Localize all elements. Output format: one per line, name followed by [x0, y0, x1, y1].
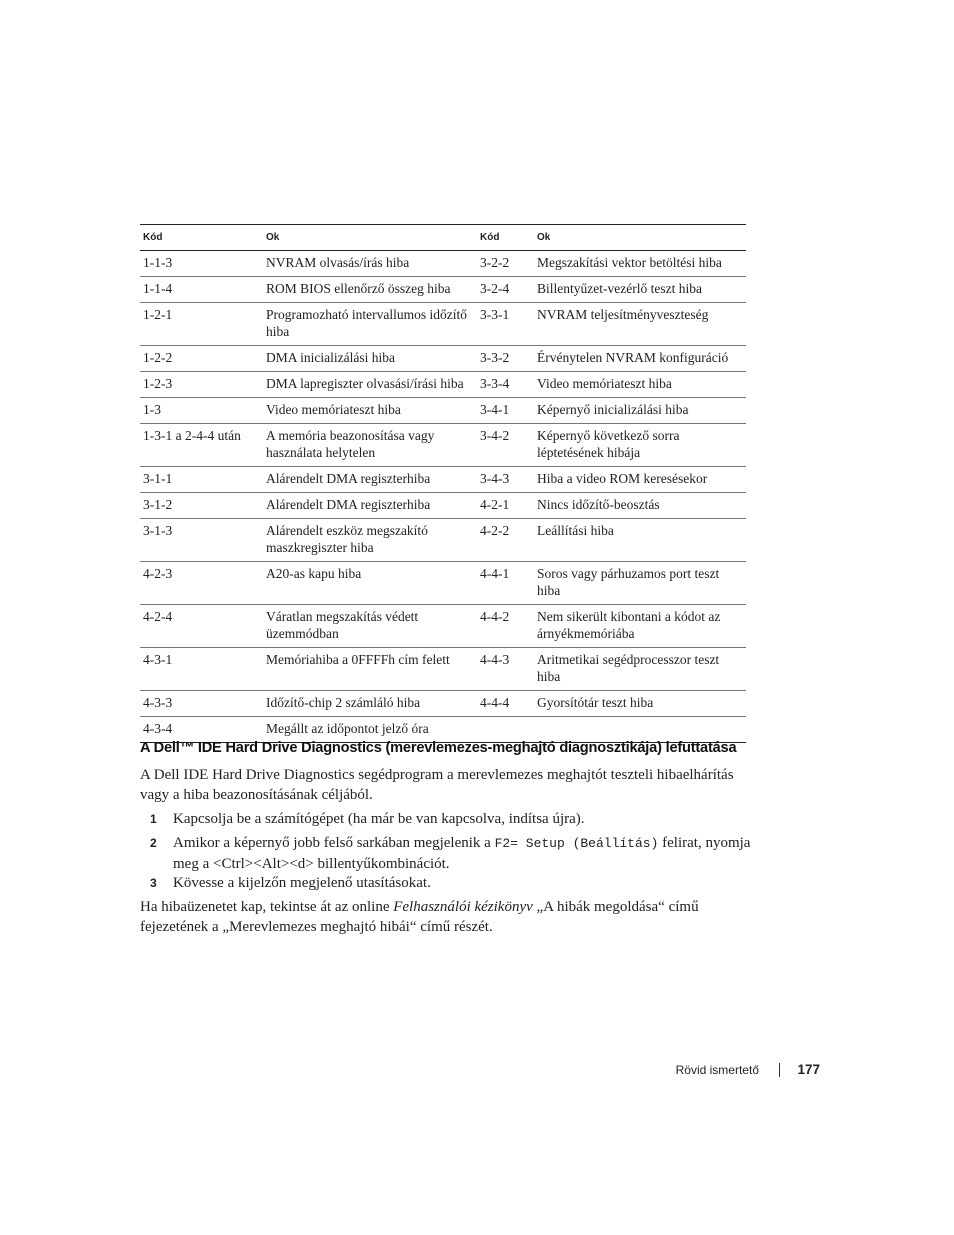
code-cell: 3-4-3 — [477, 467, 534, 493]
page-number: 177 — [797, 1062, 820, 1077]
header-code: Kód — [477, 225, 534, 251]
code-cell: 4-3-3 — [140, 691, 263, 717]
step-text: Kapcsolja be a számítógépet (ha már be van kapcsolva, indítsa újra). — [173, 811, 585, 827]
note-post: „A hibák megoldása“ című fejezetének a „Merevlemezes meghajtó hibái“ című részét. — [140, 899, 699, 935]
code-cell: 4-2-1 — [477, 493, 534, 519]
table-row — [140, 691, 746, 717]
cause-cell — [534, 717, 746, 743]
cause-cell: ROM BIOS ellenőrző összeg hiba — [263, 277, 477, 303]
header-code: Kód — [140, 225, 263, 251]
cause-cell: Alárendelt DMA regiszterhiba — [263, 467, 477, 493]
footer-separator — [779, 1063, 780, 1077]
cause-cell: Video memóriateszt hiba — [534, 372, 746, 398]
code-cell: 3-3-1 — [477, 303, 534, 346]
step-number: 2 — [150, 836, 157, 850]
code-cell: 3-4-2 — [477, 424, 534, 467]
code-cell: 4-2-2 — [477, 519, 534, 562]
cause-cell: Megállt az időpontot jelző óra — [263, 717, 477, 743]
table-row — [140, 277, 746, 303]
header-cause: Ok — [534, 225, 746, 251]
table-row — [140, 251, 746, 277]
cause-cell: NVRAM olvasás/írás hiba — [263, 251, 477, 277]
step-1 — [150, 809, 760, 829]
table-row — [140, 303, 746, 346]
step-text-pre: Amikor a képernyő jobb felső sarkában megjelenik a — [173, 835, 495, 851]
cause-cell: NVRAM teljesítményveszteség — [534, 303, 746, 346]
intro-paragraph: A Dell IDE Hard Drive Diagnostics segédprogram a merevlemezes meghajtót teszteli hibaelhárítás vagy a hiba beazonosításának céljából. — [140, 767, 734, 803]
code-cell: 1-2-1 — [140, 303, 263, 346]
step-number: 1 — [150, 812, 157, 826]
step-2 — [150, 833, 760, 874]
cause-cell: Leállítási hiba — [534, 519, 746, 562]
code-cell: 3-1-3 — [140, 519, 263, 562]
cause-cell: Időzítő-chip 2 számláló hiba — [263, 691, 477, 717]
cause-cell: Hiba a video ROM keresésekor — [534, 467, 746, 493]
step-number: 3 — [150, 876, 157, 890]
cause-cell: Érvénytelen NVRAM konfiguráció — [534, 346, 746, 372]
code-cell: 3-3-2 — [477, 346, 534, 372]
code-cell: 1-3-1 a 2-4-4 után — [140, 424, 263, 467]
cause-cell: Nincs időzítő-beosztás — [534, 493, 746, 519]
note-pre: Ha hibaüzenetet kap, tekintse át az online — [140, 899, 394, 915]
cause-cell: Nem sikerült kibontani a kódot az árnyékmemóriába — [534, 605, 746, 648]
table-row — [140, 398, 746, 424]
table-body — [140, 251, 746, 743]
code-cell: 1-3 — [140, 398, 263, 424]
table-header-row — [140, 225, 746, 251]
page-footer — [640, 1062, 820, 1080]
step-text: Kövesse a kijelzőn megjelenő utasításokat. — [173, 875, 431, 891]
cause-cell: Alárendelt DMA regiszterhiba — [263, 493, 477, 519]
cause-cell: Aritmetikai segédprocesszor teszt hiba — [534, 648, 746, 691]
code-cell: 3-1-2 — [140, 493, 263, 519]
setup-key-code: F2= Setup (Beállítás) — [494, 836, 659, 851]
cause-cell: Váratlan megszakítás védett üzemmódban — [263, 605, 477, 648]
cause-cell: Gyorsítótár teszt hiba — [534, 691, 746, 717]
step-3 — [150, 873, 760, 893]
beep-code-table — [140, 224, 746, 743]
table-row — [140, 346, 746, 372]
step-text-post: felirat, nyomja meg a <Ctrl><Alt><d> billentyűkombinációt. — [173, 835, 751, 872]
header-cause: Ok — [263, 225, 477, 251]
note-paragraph — [140, 897, 760, 937]
code-cell: 3-3-4 — [477, 372, 534, 398]
cause-cell: Megszakítási vektor betöltési hiba — [534, 251, 746, 277]
section-heading: A Dell™ IDE Hard Drive Diagnostics (merevlemezes-meghajtó diagnosztikája) lefuttatása — [140, 740, 737, 756]
cause-cell: Memóriahiba a 0FFFFh cím felett — [263, 648, 477, 691]
code-cell: 1-1-4 — [140, 277, 263, 303]
table-row — [140, 467, 746, 493]
cause-cell: DMA lapregiszter olvasási/írási hiba — [263, 372, 477, 398]
table-row — [140, 605, 746, 648]
cause-cell: Video memóriateszt hiba — [263, 398, 477, 424]
code-cell: 3-2-2 — [477, 251, 534, 277]
cause-cell: A memória beazonosítása vagy használata helytelen — [263, 424, 477, 467]
code-cell: 3-4-1 — [477, 398, 534, 424]
code-cell: 4-2-4 — [140, 605, 263, 648]
code-cell: 3-1-1 — [140, 467, 263, 493]
table-row — [140, 519, 746, 562]
code-cell: 4-4-4 — [477, 691, 534, 717]
code-cell: 4-2-3 — [140, 562, 263, 605]
step-text — [173, 833, 760, 874]
cause-cell: DMA inicializálási hiba — [263, 346, 477, 372]
cause-cell: Képernyő inicializálási hiba — [534, 398, 746, 424]
cause-cell: Billentyűzet-vezérlő teszt hiba — [534, 277, 746, 303]
cause-cell: Soros vagy párhuzamos port teszt hiba — [534, 562, 746, 605]
code-cell: 4-4-3 — [477, 648, 534, 691]
code-cell: 1-2-3 — [140, 372, 263, 398]
table-row — [140, 424, 746, 467]
code-cell: 4-4-2 — [477, 605, 534, 648]
code-cell: 4-4-1 — [477, 562, 534, 605]
table-row — [140, 648, 746, 691]
table-row — [140, 562, 746, 605]
cause-cell: Programozható intervallumos időzítő hiba — [263, 303, 477, 346]
table-row — [140, 717, 746, 743]
manual-title: Felhasználói kézikönyv — [393, 899, 533, 915]
code-cell: 3-2-4 — [477, 277, 534, 303]
code-cell: 4-3-4 — [140, 717, 263, 743]
table-row — [140, 372, 746, 398]
cause-cell: A20-as kapu hiba — [263, 562, 477, 605]
table-row — [140, 493, 746, 519]
cause-cell: Képernyő következő sorra léptetésének hibája — [534, 424, 746, 467]
code-cell: 4-3-1 — [140, 648, 263, 691]
cause-cell: Alárendelt eszköz megszakító maszkregiszter hiba — [263, 519, 477, 562]
code-cell: 1-1-3 — [140, 251, 263, 277]
code-cell: 1-2-2 — [140, 346, 263, 372]
code-cell — [477, 717, 534, 743]
footer-label: Rövid ismertető — [675, 1063, 759, 1077]
